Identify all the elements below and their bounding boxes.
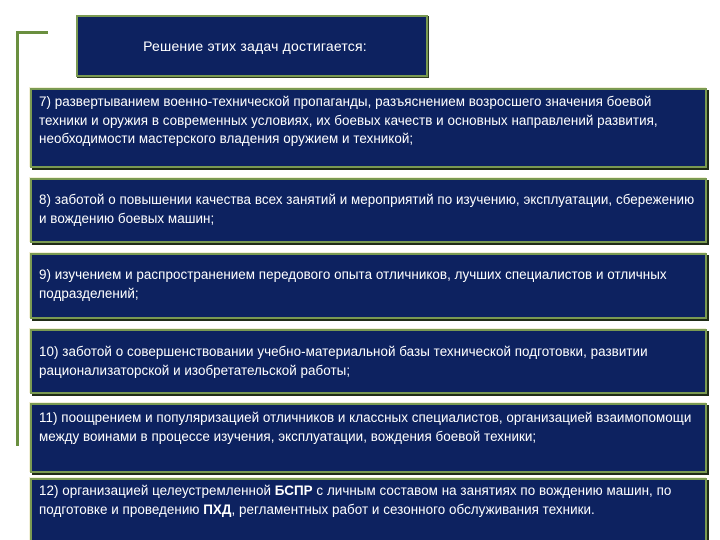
- list-item-10: [30, 329, 707, 394]
- list-item-9: [30, 253, 707, 319]
- item-12-text-part-1: 12) организацией целеустремленной: [39, 483, 275, 498]
- title-box: [76, 15, 428, 77]
- item-12-phd-abbrev: ПХД: [203, 501, 232, 517]
- item-text-10: 10) заботой о совершенствовании учебно-материальной базы технической подготовки, развитии рационализаторской и изобретательской работы;: [39, 344, 648, 378]
- item-12-text-part-2: с личным составом на занятиях по вождению машин, по подготовке и проведению: [39, 483, 672, 517]
- item-text-7: 7) развертыванием военно-технической пропаганды, разъяснением возросшего значения боевой техники и оружия в современных условиях, их боевых качеств и основных направлений развития, необходимости мастерского владения оружием и техникой;: [39, 94, 658, 146]
- list-item-7: [30, 88, 707, 168]
- list-item-8: [30, 178, 707, 243]
- list-item-11: [30, 403, 707, 473]
- item-text-9: 9) изучением и распространением передового опыта отличников, лучших специалистов и отличных подразделений;: [39, 267, 667, 301]
- item-12-text-part-3: , регламентных работ и сезонного обслуживания техники.: [231, 501, 595, 517]
- slide-title: Решение этих задач достигается:: [143, 38, 367, 54]
- item-text-12: [39, 482, 699, 519]
- item-text-11: 11) поощрением и популяризацией отличников и классных специалистов, организацией взаимопомощи между воинами в процессе изучения, эксплуатации, вождения боевой техники;: [39, 410, 692, 444]
- item-12-bspr-abbrev: БСПР: [274, 483, 313, 498]
- item-text-8: 8) заботой о повышении качества всех занятий и мероприятий по изучению, эксплуатации, сбережению и вождению боевых машин;: [39, 192, 695, 226]
- bracket-top-line: [16, 31, 48, 34]
- bracket-left-line: [16, 32, 19, 446]
- list-item-12: [30, 478, 707, 540]
